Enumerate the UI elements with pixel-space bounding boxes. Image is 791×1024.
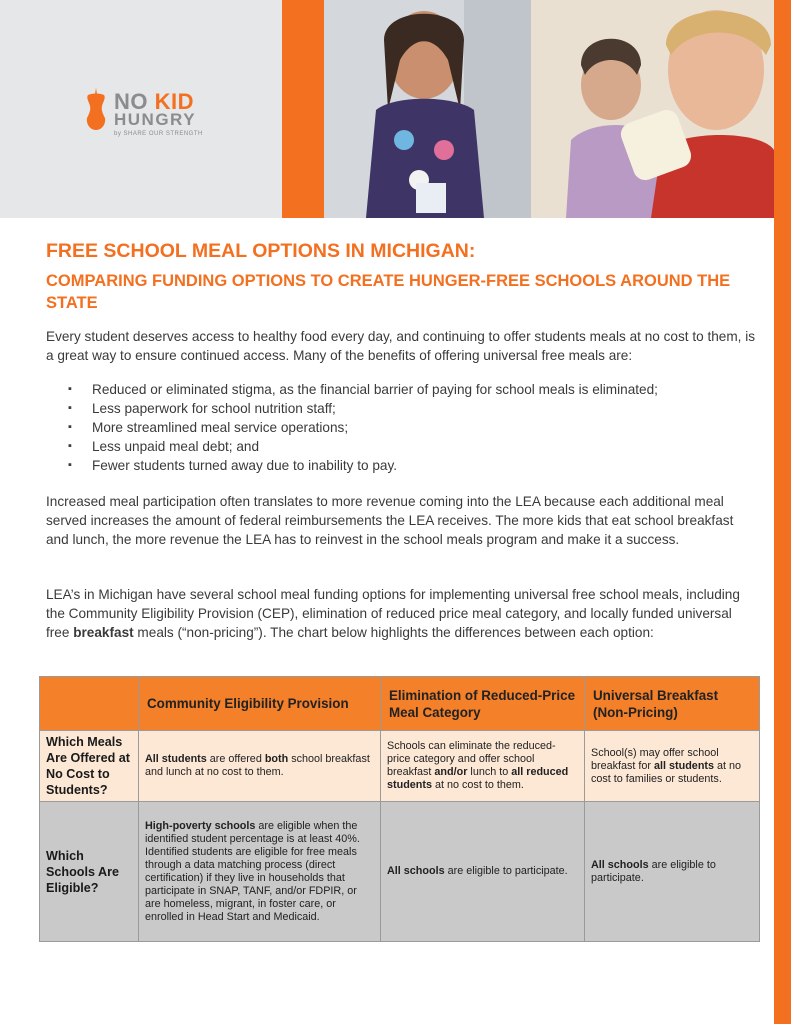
bullet-icon: ▪: [68, 421, 72, 433]
row-label-eligibility: Which Schools Are Eligible?: [40, 802, 139, 942]
list-item: ▪ Less paperwork for school nutrition staff;: [68, 401, 336, 416]
bullet-icon: ▪: [68, 440, 72, 452]
table-row: [40, 731, 760, 802]
photo-girl-with-milk: [324, 0, 531, 218]
table-header-universal-breakfast: Universal Breakfast (Non-Pricing): [585, 677, 760, 731]
list-item: ▪ Less unpaid meal debt; and: [68, 439, 260, 454]
table-row: [40, 802, 760, 942]
orange-accent-strip: [282, 0, 324, 218]
cell-reduced-eligibility: All schools are eligible to participate.: [381, 802, 585, 942]
benefits-list: [46, 380, 756, 475]
cell-cep-meals: All students are offered both school breakfast and lunch at no cost to them.: [139, 731, 381, 802]
comparison-table: [39, 676, 760, 942]
logo-text-top: NO KID: [114, 89, 195, 114]
list-item: ▪ Fewer students turned away due to inability to pay.: [68, 458, 398, 473]
logo-tagline: by SHARE OUR STRENGTH: [114, 131, 203, 137]
right-orange-bar: [774, 0, 791, 1024]
participation-paragraph: Increased meal participation often translates to more revenue coming into the LEA because each additional meal served increases the amount of federal reimbursements the LEA receives. The more kids that eat school breakfast and lunch, the more revenue the LEA has to reinvest in the school meals program and make it a success.: [46, 494, 734, 547]
cell-breakfast-meals: School(s) may offer school breakfast for all students at no cost to families or students.: [585, 731, 760, 802]
options-paragraph: LEA’s in Michigan have several school meal funding options for implementing universal free school meals, including the Community Eligibility Provision (CEP), elimination of reduced price meal category, and locally funded universal free breakfast meals (“non-pricing”). The chart below highlights the differences between each option:: [46, 587, 740, 640]
cell-breakfast-eligibility: All schools are eligible to participate.: [585, 802, 760, 942]
bullet-icon: ▪: [68, 402, 72, 414]
table-header-row: [40, 677, 760, 731]
table-header-empty: [40, 677, 139, 731]
header-banner: [0, 0, 791, 218]
table-header-cep: Community Eligibility Provision: [139, 677, 381, 731]
no-kid-hungry-logo: [82, 88, 212, 138]
row-label-meals-offered: Which Meals Are Offered at No Cost to Students?: [40, 731, 139, 802]
bullet-icon: ▪: [68, 383, 72, 395]
cell-reduced-meals: Schools can eliminate the reduced-price category and offer school breakfast and/or lunch to all reduced students at no cost to them.: [381, 731, 585, 802]
page-subtitle: COMPARING FUNDING OPTIONS TO CREATE HUNGER-FREE SCHOOLS AROUND THE STATE: [46, 272, 731, 312]
page-title: FREE SCHOOL MEAL OPTIONS IN MICHIGAN:: [46, 240, 476, 262]
table-header-reduced-price: Elimination of Reduced-Price Meal Category: [381, 677, 585, 731]
logo-panel: [0, 0, 282, 218]
intro-paragraph: Every student deserves access to healthy food every day, and continuing to offer students meals at no cost to them, is a great way to ensure continued access. Many of the benefits of offering universal free meals are:: [46, 329, 756, 363]
cell-cep-eligibility: High-poverty schools are eligible when the identified student percentage is at least 40%. Identified students are eligible for free meals through a data matching process (direct certification) if they live in households that participate in SNAP, TANF, and/or FDPIR, or are homeless, migrant, in foster care, or enrolled in Head Start and Medicaid.: [139, 802, 381, 942]
apple-core-icon: [82, 88, 110, 132]
bullet-icon: ▪: [68, 459, 72, 471]
logo-text-hungry: HUNGRY: [114, 110, 197, 129]
list-item: ▪ Reduced or eliminated stigma, as the financial barrier of paying for school meals is eliminated;: [68, 382, 658, 397]
photo-boys-drinking-milk: [531, 0, 774, 218]
list-item: ▪ More streamlined meal service operations;: [68, 420, 349, 435]
